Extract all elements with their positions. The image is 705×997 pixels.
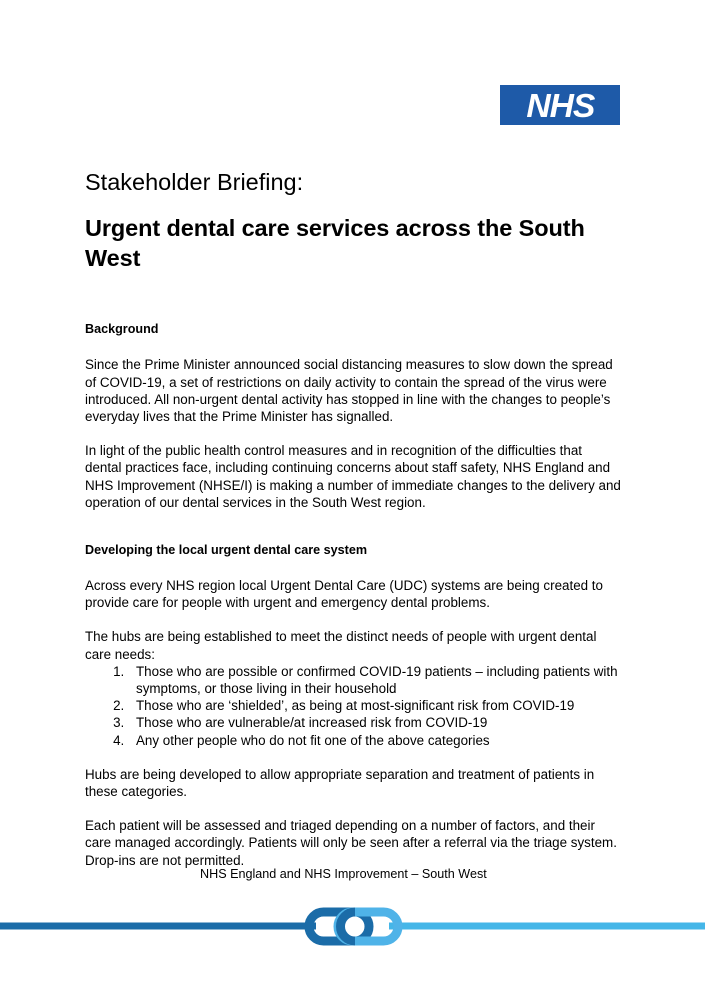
page-title-line-2: Urgent dental care services across the South West bbox=[85, 215, 585, 271]
footer-note: NHS England and NHS Improvement – South West bbox=[200, 867, 487, 881]
list-item: 1. Those who are possible or confirmed COVID-19 patients – including patients with symptoms, or those living in their household bbox=[128, 663, 622, 697]
section-heading-background: Background bbox=[85, 322, 159, 337]
document-body bbox=[85, 0, 622, 869]
page-title-line-1: Stakeholder Briefing: bbox=[85, 169, 304, 195]
paragraph: The hubs are being established to meet the distinct needs of people with urgent dental care needs: bbox=[85, 629, 597, 662]
nhs-logo-text: NHS bbox=[525, 86, 595, 124]
list-item: 4. Any other people who do not fit one of the above categories bbox=[128, 732, 622, 749]
paragraph: In light of the public health control measures and in recognition of the difficulties that dental practices face, including continuing concerns about staff safety, NHS England and NHS Improvement (NHSE/I) is making a number of immediate changes to the delivery and operation of our dental services in the South West region. bbox=[85, 443, 621, 510]
list-item: 2. Those who are ‘shielded’, as being at most-significant risk from COVID-19 bbox=[128, 697, 622, 714]
list-item: 3. Those who are vulnerable/at increased risk from COVID-19 bbox=[128, 714, 622, 731]
chain-link-divider-icon bbox=[0, 903, 705, 951]
paragraph: Since the Prime Minister announced social distancing measures to slow down the spread of COVID-19, a set of restrictions on daily activity to contain the spread of the virus were introduced. All non-urgent dental activity has stopped in line with the changes to people’s everyday lives that the Prime Minister has signalled. bbox=[85, 357, 613, 425]
urgent-dental-care-needs-list bbox=[85, 663, 622, 749]
section-heading-developing-udc: Developing the local urgent dental care system bbox=[85, 543, 368, 558]
paragraph: Each patient will be assessed and triaged depending on a number of factors, and their care managed accordingly. Patients will only be seen after a referral via the triage system. Drop-ins are not permitted. bbox=[85, 818, 617, 868]
paragraph: Hubs are being developed to allow appropriate separation and treatment of patients in these categories. bbox=[85, 766, 595, 800]
paragraph: Across every NHS region local Urgent Dental Care (UDC) systems are being created to provide care for people with urgent and emergency dental problems. bbox=[85, 578, 603, 611]
